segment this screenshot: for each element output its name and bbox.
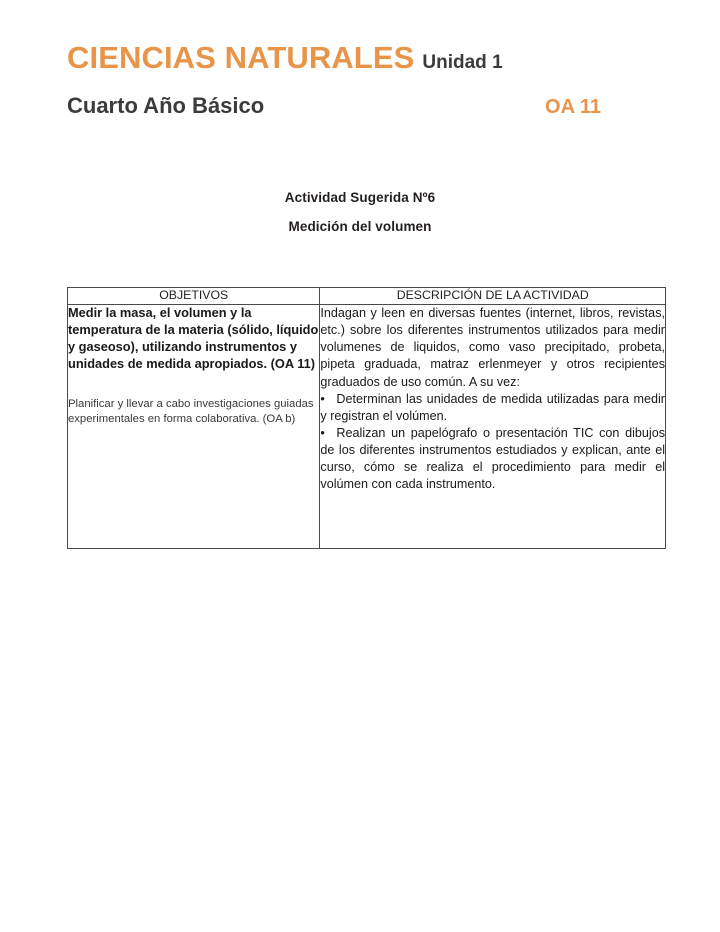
objetivo-principal: Medir la masa, el volumen y la temperatura de la materia (sólido, líquido y gaseoso), utilizando instrumentos y unidades de medida apropiados. (OA 11) [68,305,319,371]
objetivo-secundario: Planificar y llevar a cabo investigaciones guiadas experimentales en forma colaborativa. (OA b) [68,397,314,426]
bullet-icon: • [320,425,325,440]
bullet-icon: • [320,391,325,406]
objetivos-cell [68,305,320,549]
document-header [67,42,653,119]
activity-name: Medición del volumen [288,219,432,234]
descripcion-bullet-1-text: Determinan las unidades de medida utilizadas para medir y registran el volúmen. [320,391,665,423]
title-line-primary [67,42,653,75]
activity-number: Actividad Sugerida Nº6 [284,190,436,205]
table-header-objetivos: OBJETIVOS [68,288,320,305]
descripcion-bullet-1 [320,391,665,425]
descripcion-cell [320,305,666,549]
grade-title: Cuarto Año Básico [67,92,265,118]
table-row [68,305,666,549]
table-header-row [68,288,666,305]
title-line-secondary [67,93,653,119]
activity-table [67,287,666,549]
activity-heading [0,190,720,234]
descripcion-bullet-2 [320,425,665,494]
table-header-descripcion: DESCRIPCIÓN DE LA ACTIVIDAD [320,288,666,305]
subject-title: CIENCIAS NATURALES [67,40,415,75]
unit-label: Unidad 1 [422,52,503,73]
descripcion-bullet-2-text: Realizan un papelógrafo o presentación TIC con dibujos de los diferentes instrumentos estudiados y explican, ante el curso, cómo se realiza el procedimiento para medir el volúmen con cada instrumento. [320,425,665,492]
oa-code-badge: OA 11 [545,95,601,118]
descripcion-intro: Indagan y leen en diversas fuentes (internet, libros, revistas, etc.) sobre los diferentes instrumentos utilizados para medir volumenes de liquidos, como vaso precipitado, probeta, pipeta graduada, matraz erlenmeyer y otros recipientes graduados de uso común. A su vez: [320,306,665,389]
